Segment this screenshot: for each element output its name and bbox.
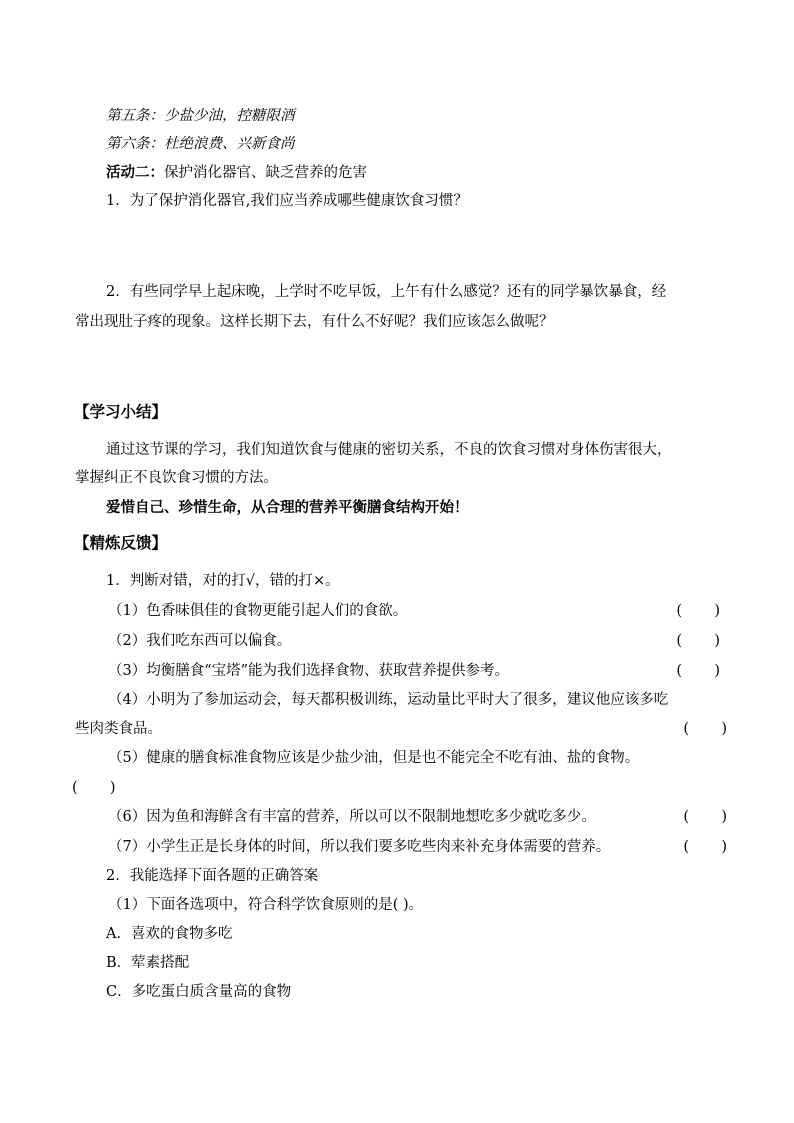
- rule-6: 第六条：杜绝浪费、兴新食尚: [106, 136, 295, 152]
- rule-5: 第五条：少盐少油，控糖限酒: [106, 108, 295, 124]
- judge-item-4-line1: （4）小明为了参加运动会，每天都积极训练，运动量比平时大了很多，建议他应该多吃: [108, 692, 669, 708]
- activity2-label: 活动二：: [106, 164, 164, 181]
- summary-motto: 爱惜自己、珍惜生命，从合理的营养平衡膳食结构开始！: [106, 499, 469, 516]
- activity2-question-2-line1: 2．有些同学早上起床晚，上学时不吃早饭，上午有什么感觉？还有的同学暴饮暴食，经: [106, 284, 667, 300]
- judge-question: 1．判断对错，对的打√，错的打×。: [106, 573, 340, 589]
- answer-blank-4[interactable]: ( ): [683, 721, 727, 737]
- summary-paragraph-line2: 掌握纠正不良饮食习惯的方法。: [75, 470, 278, 486]
- feedback-heading: 【精炼反馈】: [74, 533, 168, 552]
- judge-item-4-text: 些肉类食品。: [75, 721, 162, 737]
- answer-blank-3[interactable]: ( ): [676, 663, 720, 679]
- answer-blank-7[interactable]: ( ): [683, 839, 727, 855]
- activity2-question-1: 1．为了保护消化器官,我们应当养成哪些健康饮食习惯？: [106, 193, 468, 209]
- judge-item-7-text: （7）小学生正是长身体的时间，所以我们要多吃些肉来补充身体需要的营养。: [108, 839, 611, 855]
- judge-item-5-line1: （5）健康的膳食标准食物应该是少盐少油，但是也不能完全不吃有油、盐的食物。: [108, 750, 640, 766]
- option-a[interactable]: A．喜欢的食物多吃: [106, 926, 233, 942]
- judge-item-6: [108, 807, 727, 827]
- judge-item-1-text: （1）色香味俱佳的食物更能引起人们的食欲。: [108, 603, 408, 619]
- judge-item-3-text: （3）均衡膳食“宝塔”能为我们选择食物、获取营养提供参考。: [108, 663, 510, 679]
- choice-question: 2．我能选择下面各题的正确答案: [106, 868, 319, 884]
- activity2-title-text: 保护消化器官、缺乏营养的危害: [164, 165, 367, 181]
- answer-blank-5[interactable]: ( ): [72, 780, 116, 796]
- judge-item-2-text: （2）我们吃东西可以偏食。: [108, 633, 292, 649]
- judge-item-4-line2: [75, 719, 727, 739]
- judge-item-2: [108, 631, 720, 651]
- judge-item-1: [108, 601, 720, 621]
- answer-blank-2[interactable]: ( ): [676, 633, 720, 649]
- summary-paragraph-line1: 通过这节课的学习，我们知道饮食与健康的密切关系，不良的饮食习惯对身体伤害很大，: [106, 442, 672, 458]
- judge-item-6-text: （6）因为鱼和海鲜含有丰富的营养，所以可以不限制地想吃多少就吃多少。: [108, 809, 596, 825]
- choice-item-1: （1）下面各选项中，符合科学饮食原则的是( )。: [108, 897, 424, 913]
- answer-blank-6[interactable]: ( ): [683, 809, 727, 825]
- activity2-title: [106, 163, 367, 183]
- judge-item-3: [108, 661, 720, 681]
- answer-blank-1[interactable]: ( ): [676, 603, 720, 619]
- judge-item-7: [108, 837, 727, 857]
- option-b[interactable]: B．荤素搭配: [106, 955, 190, 971]
- summary-heading: 【学习小结】: [74, 402, 168, 421]
- activity2-question-2-line2: 常出现肚子疼的现象。这样长期下去，有什么不好呢？我们应该怎么做呢？: [75, 314, 554, 330]
- option-c[interactable]: C．多吃蛋白质含量高的食物: [106, 984, 292, 1000]
